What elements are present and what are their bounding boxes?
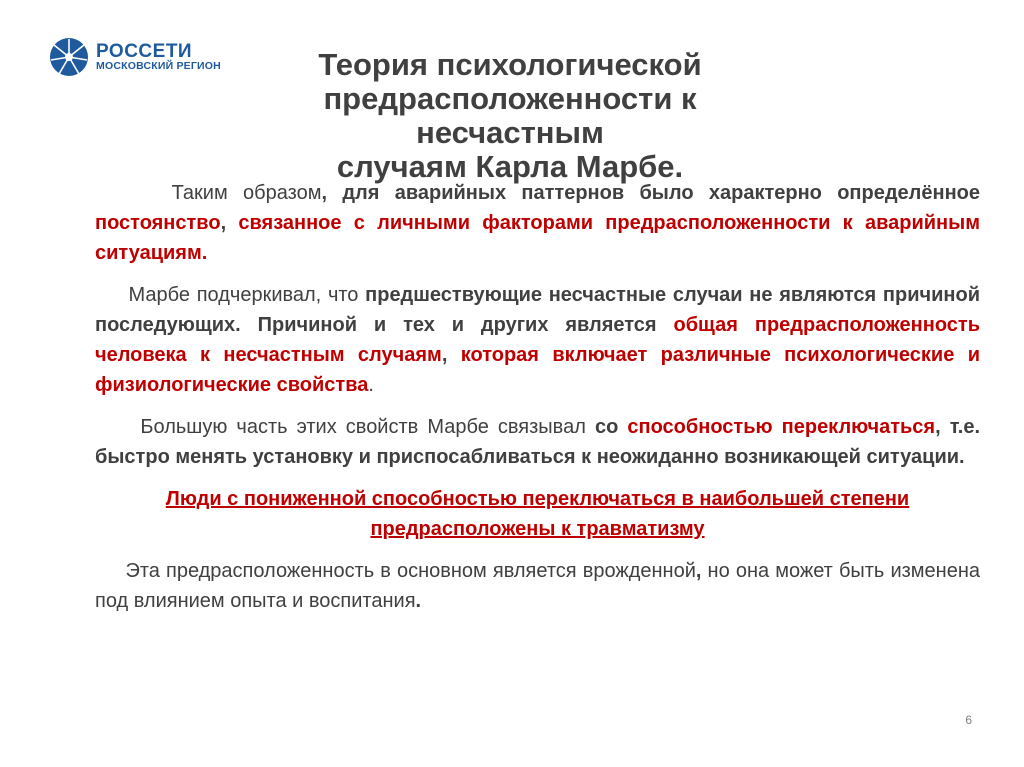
p1-text-2: , для аварийных паттернов было характерно определённое	[321, 182, 980, 204]
logo-title: РОССЕТИ	[96, 40, 193, 62]
p4-text-2: ,	[695, 560, 702, 582]
p1-text-5: связанное с личными факторами предрасположенности к аварийным ситуациям.	[95, 212, 980, 264]
logo-subtitle: МОСКОВСКИЙ РЕГИОН	[96, 60, 221, 73]
p4-text-1: Эта предрасположенность в основном является врожденной	[125, 560, 696, 582]
p2-text-5: которая включает различные психологические и физиологические свойства	[95, 344, 980, 396]
p3-text-4: , т.е. быстро менять установку и приспосабливаться к неожиданно возникающей ситуации.	[95, 416, 981, 468]
slide-body	[95, 178, 980, 628]
title-line-1: Теория психологической	[318, 47, 702, 82]
title-line-3: случаям Карла Марбе.	[336, 149, 684, 184]
paragraph-3	[95, 412, 980, 472]
p3-text-3: способностью переключаться	[627, 416, 936, 438]
p4-text-3: но она может быть изменена под влиянием опыта и воспитания	[95, 560, 980, 612]
p4-text-4: .	[415, 590, 422, 612]
p2-text-1: Марбе подчеркивал, что	[128, 284, 366, 306]
p2-text-4: ,	[441, 344, 461, 366]
slide-title	[250, 48, 770, 184]
p1-text-3: постоянство	[95, 212, 221, 234]
p1-text-1: Таким образом	[171, 182, 322, 204]
rosseti-logo	[48, 36, 221, 78]
p2-text-3: общая предрасположенность человека к несчастным случаям	[95, 314, 980, 366]
p1-text-4: ,	[220, 212, 239, 234]
highlight-line-1: Люди с пониженной способностью переключаться в наибольшей степени	[165, 488, 910, 510]
p2-text-6: .	[368, 374, 374, 396]
highlight-statement	[95, 484, 980, 544]
p3-text-2: со	[594, 416, 628, 438]
paragraph-1	[95, 178, 980, 268]
paragraph-2	[95, 280, 980, 400]
highlight-line-2: предрасположены к травматизму	[370, 518, 705, 540]
paragraph-4	[95, 556, 980, 616]
title-line-2: предрасположенности к несчастным	[323, 81, 697, 150]
p3-text-1: Большую часть этих свойств Марбе связывал	[140, 416, 595, 438]
rosseti-globe-icon	[48, 36, 90, 78]
page-number: 6	[965, 713, 972, 727]
p2-text-2: предшествующие несчастные случаи не являются причиной последующих. Причиной и тех и других является	[95, 284, 980, 336]
